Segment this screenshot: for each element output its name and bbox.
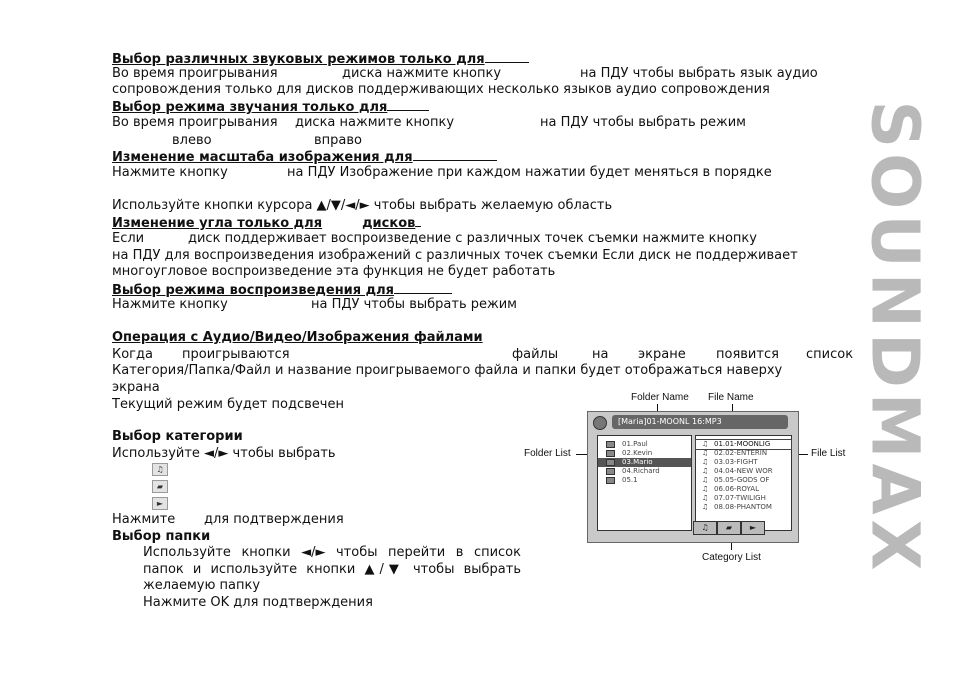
text-line: диска нажмите кнопку (342, 66, 502, 81)
heading-zoom: Изменение масштаба изображения для (112, 148, 497, 166)
music-file-icon: ♫ (702, 458, 709, 466)
text-line: Во время проигрывания (112, 115, 278, 130)
photo-icon: ▰ (152, 480, 168, 493)
category-photo-icon[interactable]: ▰ (717, 521, 741, 535)
file-item-label: 08.08-PHANTOM (714, 503, 772, 511)
folder-item[interactable] (598, 449, 691, 458)
text-line: желаемую папку (143, 578, 261, 593)
folder-icon (606, 477, 615, 484)
osd-file-browser (587, 411, 799, 543)
play-icon: ► (152, 497, 168, 510)
file-item-label: 06.06-ROYAL (714, 485, 759, 493)
file-item[interactable] (696, 440, 791, 449)
text-line: Текущий режим будет подсвечен (112, 397, 344, 412)
file-item-label: 05.05-GODS OF (714, 476, 770, 484)
label-file-name: File Name (708, 392, 754, 403)
folder-icon (606, 459, 615, 466)
text-line: диск поддерживает воспроизведение с различных точек съемки нажмите кнопку (188, 231, 757, 246)
file-item[interactable] (696, 467, 791, 476)
folder-item-label: 03.Mario (622, 458, 653, 466)
folder-item[interactable] (598, 458, 691, 467)
text-line: на ПДУ чтобы выбрать режим (311, 297, 517, 312)
music-file-icon: ♫ (702, 494, 709, 502)
heading-sound-mode: Выбор режима звучания только для (112, 98, 429, 116)
category-video-icon[interactable]: ► (741, 521, 765, 535)
text-line: Используйте ◄/► чтобы выбрать (112, 446, 336, 461)
music-file-icon: ♫ (702, 476, 709, 484)
text-word: файлы (512, 347, 559, 362)
brand-logo: SOUNDMAX (856, 100, 934, 576)
file-item[interactable] (696, 503, 791, 512)
text-line: диска нажмите кнопку (295, 115, 455, 130)
music-file-icon: ♫ (702, 485, 709, 493)
text-line: Во время проигрывания (112, 66, 278, 81)
file-list (695, 435, 792, 531)
text-line: вправо (314, 133, 362, 148)
heading-folder-select: Выбор папки (112, 529, 211, 544)
text-line: Используйте кнопки ◄/► чтобы перейти в список (143, 545, 521, 560)
folder-item[interactable] (598, 440, 691, 449)
text-line: влево (172, 133, 212, 148)
text-word: Когда (112, 347, 153, 362)
text-line: папок и используйте кнопки ▲/▼ чтобы выбрать (143, 562, 521, 577)
heading-audio-modes: Выбор различных звуковых режимов только для (112, 50, 529, 68)
text-line: на ПДУ Изображение при каждом нажатии будет меняться в порядке (287, 165, 772, 180)
music-file-icon: ♫ (702, 467, 709, 475)
label-folder-name: Folder Name (631, 392, 689, 403)
folder-icon (606, 441, 615, 448)
music-file-icon: ♫ (702, 503, 709, 511)
file-item[interactable] (696, 485, 791, 494)
folder-item-label: 04.Richard (622, 467, 660, 475)
file-item[interactable] (696, 494, 791, 503)
file-item[interactable] (696, 458, 791, 467)
file-item-label: 02.02-ENTERIN (714, 449, 768, 457)
text-line: экрана (112, 380, 160, 395)
folder-item-label: 01.Paul (622, 440, 648, 448)
disc-icon (593, 416, 607, 430)
text-word: список (806, 347, 854, 362)
text-line: Используйте кнопки курсора ▲/▼/◄/► чтобы выбрать желаемую область (112, 198, 613, 213)
text-line: Категория/Папка/Файл и название проигрываемого файла и папки будет отображаться наверху (112, 363, 783, 378)
folder-icon (606, 468, 615, 475)
folder-item[interactable] (598, 467, 691, 476)
text-word: экране (638, 347, 686, 362)
file-item-label: 03.03-FIGHT (714, 458, 758, 466)
text-line: на ПДУ чтобы выбрать язык аудио (580, 66, 818, 81)
label-category-list: Category List (702, 552, 761, 563)
folder-item[interactable] (598, 476, 691, 485)
text-word: на (592, 347, 609, 362)
heading-play-mode: Выбор режима воспроизведения для (112, 281, 452, 299)
text-line: на ПДУ чтобы выбрать режим (540, 115, 746, 130)
text-word: появится (716, 347, 779, 362)
text-word: проигрываются (182, 347, 290, 362)
music-note-icon: ♫ (152, 463, 168, 476)
heading-file-operations: Операция с Аудио/Видео/Изображения файлами (112, 330, 483, 345)
text-line: сопровождения только для дисков поддерживающих несколько языков аудио сопровождения (112, 82, 770, 97)
heading-angle: Изменение угла только для дисков (112, 214, 421, 232)
text-line: Нажмите кнопку (112, 165, 228, 180)
text-line: для подтверждения (204, 512, 344, 527)
text-line: Нажмите OK для подтверждения (143, 595, 373, 610)
folder-list (597, 435, 692, 531)
folder-icon (606, 450, 615, 457)
text-line: на ПДУ для воспроизведения изображений с различных точек съемки Если диск не поддерживает (112, 248, 798, 263)
label-file-list: File List (811, 448, 846, 459)
file-item[interactable] (696, 449, 791, 458)
text-line: многоугловое воспроизведение эта функция не будет работать (112, 264, 556, 279)
text-line: Если (112, 231, 145, 246)
heading-category-select: Выбор категории (112, 429, 243, 444)
text-line: Нажмите (112, 512, 176, 527)
file-item-label: 01.01-MOONLIG (714, 440, 771, 448)
text-line: Нажмите кнопку (112, 297, 228, 312)
folder-item-label: 05.1 (622, 476, 638, 484)
file-item[interactable] (696, 476, 791, 485)
file-item-label: 07.07-TWILIGH (714, 494, 766, 502)
music-file-icon: ♫ (702, 449, 709, 457)
now-playing-bar: [Maria]01-MOONL 16:MP3 (612, 415, 788, 429)
category-music-icon[interactable]: ♫ (693, 521, 717, 535)
label-folder-list: Folder List (524, 448, 571, 459)
music-file-icon: ♫ (702, 440, 709, 448)
folder-item-label: 02.Kevin (622, 449, 653, 457)
file-item-label: 04.04-NEW WOR (714, 467, 773, 475)
